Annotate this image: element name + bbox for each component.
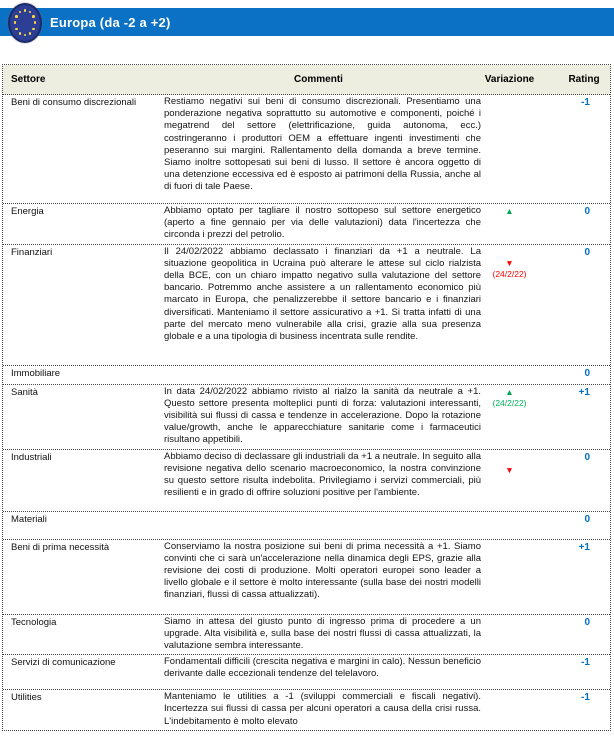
sector-comment (156, 512, 481, 539)
sector-name: Sanità (11, 386, 38, 398)
variation-cell (481, 540, 538, 614)
sector-comment: Il 24/02/2022 abbiamo declassato i finanziari da +1 a neutrale. La situazione geopolitica in Ucraina può alterare le attese sul ciclo rialzista della BCE, con un chiaro impatto negativo sulla valutazione del settore bancario. Potremmo anche assistere a un rallentamento economico più marcato in Europa, che penalizzerebbe il settore bancario e i finanziari diversificati. Manteniamo il settore assicurativo a +1. Si tratta infatti di una parte del mercato meno vulnerabile alla crisi, grazie alla sua presenza globale e a una tipologia di business incentrata sulle rendite. (164, 245, 481, 343)
variation-cell (481, 690, 538, 730)
variation-cell (481, 615, 538, 655)
sector-comment: Abbiamo deciso di declassare gli industriali da +1 a neutrale. In seguito alla revisione negativa dello scenario macroeconomico, la nostra convinzione su questo settore risulta indebolita. Privilegiamo i servizi commerciali, più resilienti e in grado di offrire soluzioni positive per l'ambiente. (164, 450, 481, 499)
rating-value: +1 (578, 386, 590, 398)
rating-value: -1 (581, 692, 590, 704)
sector-name: Utilities (11, 692, 42, 704)
sector-comment: Abbiamo optato per tagliare il nostro sottopeso sul settore energetico (aperto a fine gennaio per via delle valutazioni) data l'incertezza che circonda i prezzi del petrolio. (164, 205, 481, 241)
sector-name: Industriali (11, 451, 52, 463)
rating-value: 0 (584, 451, 590, 463)
table-row-materiali (3, 512, 610, 540)
sector-comment: Fondamentali difficili (crescita negativa e margini in calo). Nessun beneficio derivante dalle eccezionali tendenze del telelavoro. (164, 656, 481, 680)
variation-cell (481, 450, 538, 511)
sector-comment: Siamo in attesa del giusto punto di ingresso prima di procedere a un upgrade. Alta visibilità e, sulla base dei nostri flussi di cassa attualizzati, la valutazione sembra interessante. (164, 615, 481, 652)
rating-value: +1 (578, 541, 590, 553)
sector-name: Beni di consumo discrezionali (11, 97, 137, 108)
variation-cell (481, 245, 538, 365)
variation-cell (481, 366, 538, 384)
sector-table (2, 64, 611, 731)
table-row-tecnologia (3, 615, 610, 656)
upgrade-triangle-icon: ▲ (505, 206, 514, 216)
upgrade-triangle-icon: ▲ (505, 386, 514, 397)
variation-cell (481, 512, 538, 539)
page-title: Europa (da -2 a +2) (50, 14, 171, 30)
table-row-utilities (3, 690, 610, 730)
sector-name: Tecnologia (11, 616, 57, 628)
rating-value: 0 (584, 367, 590, 379)
variation-cell (481, 204, 538, 244)
table-row-beni-di-prima-necessita (3, 540, 610, 615)
table-row-sanita (3, 385, 610, 450)
rating-value: 0 (584, 616, 590, 628)
sector-name: Servizi di comunicazione (11, 657, 116, 669)
sector-comment: Manteniamo le utilities a -1 (sviluppi commerciali e fiscali negativi). Incertezza sui flussi di cassa per alcuni operatori a causa della crisi russa. L'indebitamento è molto elevato (164, 691, 481, 727)
rating-value: -1 (581, 97, 590, 108)
sector-name: Finanziari (11, 246, 53, 258)
rating-value: 0 (584, 206, 590, 217)
table-row-finanziari (3, 245, 610, 366)
downgrade-triangle-icon: ▼ (505, 257, 514, 268)
downgrade-triangle-icon: ▼ (505, 464, 514, 475)
sector-name: Energia (11, 206, 44, 217)
variation-date: (24/2/22) (492, 397, 527, 408)
table-row-immobiliare (3, 366, 610, 385)
variation-cell (481, 95, 538, 203)
sector-name: Materiali (11, 513, 47, 525)
variation-cell (481, 385, 538, 449)
column-header-variazione: Variazione (484, 74, 535, 85)
column-header-settore: Settore (11, 74, 46, 85)
rating-value: 0 (584, 513, 590, 525)
table-row-industriali (3, 450, 610, 512)
table-header-row (3, 65, 610, 95)
sector-comment: Restiamo negativi sui beni di consumo discrezionali. Presentiamo una ponderazione negativa soprattutto su automotive e componenti, poiché i megatrend del settore (elettrificazione, guida autonoma, ecc.) costringeranno i produttori OEM a effettuare ingenti investimenti che peseranno sui margini. Rallentamento della domanda a breve termine. Siamo inoltre sottopesati sui beni di lusso. Il settore è ancora oggetto di una detenzione eccessiva ed è esposto ai patrimoni della Russia, anche al di fuori di tale Paese. (164, 96, 481, 193)
sector-comment: In data 24/02/2022 abbiamo rivisto al rialzo la sanità da neutrale a +1. Questo settore presenta molteplici punti di forza: valutazioni interessanti, visibilità sui flussi di cassa e tendenze in accelerazione. Dopo la rotazione value/growth, anche le apparecchiature sanitarie come i farmaceutici risultano appetibili. (164, 385, 481, 446)
table-row-energia (3, 204, 610, 245)
sector-comment: Conserviamo la nostra posizione sui beni di prima necessità a +1. Siamo convinti che ci sarà un'accelerazione nella dinamica degli EPS, grazie alla revisione dei costi di produzione. Molti operatori europei sono leader a livello globale e il settore è molto interessante (sulla base dei nostri modelli finanziari, flussi di cassa attualizzati). (164, 540, 481, 601)
column-header-rating: Rating (568, 74, 600, 85)
rating-value: -1 (581, 657, 590, 669)
title-bar (0, 8, 614, 36)
sector-name: Beni di prima necessità (11, 541, 110, 553)
rating-value: 0 (584, 246, 590, 258)
variation-date: (24/2/22) (492, 268, 527, 279)
sector-name: Immobiliare (11, 367, 61, 379)
variation-cell (481, 655, 538, 689)
table-row-servizi-di-comunicazione (3, 655, 610, 690)
eu-flag-icon (8, 3, 42, 43)
column-header-commenti: Commenti (294, 74, 343, 85)
sector-comment (156, 366, 481, 384)
table-row-beni-di-consumo-discrezionali (3, 95, 610, 204)
